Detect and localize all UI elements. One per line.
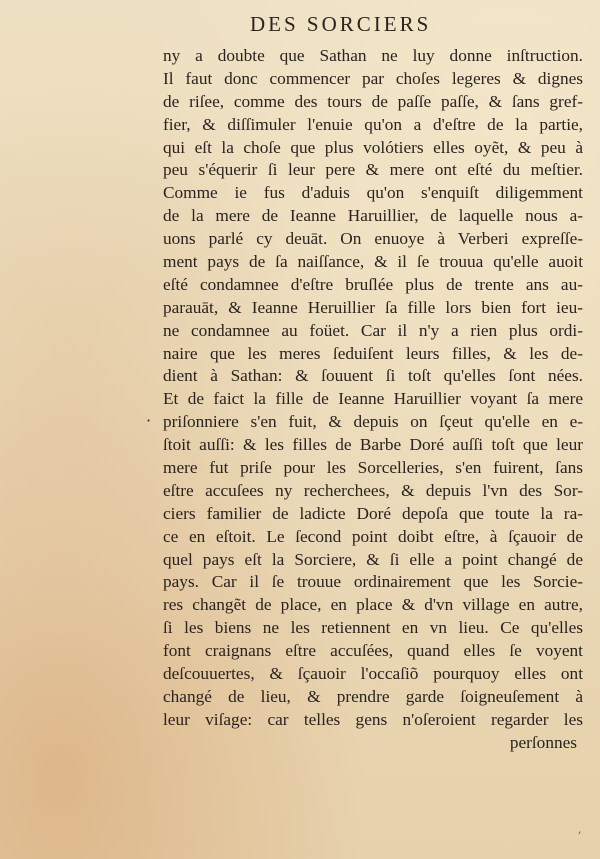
text-line: ce en eſtoit. Le ſecond point doibt eſtre, à ſçauoir de [163, 526, 583, 546]
text-line: eſtre accuſees ny recherchees, & depuis l'vn des Sor- [163, 480, 583, 500]
text-line: eſté condamnee d'eſtre bruſlée plus de trente ans au- [163, 274, 583, 294]
text-line: de la mere de Ieanne Haruillier, de laquelle nous a- [163, 206, 583, 226]
catchword: perſonnes [509, 732, 577, 752]
text-line: ciers familier de ladicte Doré depoſa que toute la ra- [163, 503, 583, 523]
text-line: ne condamnee au foüet. Car il n'y a rien plus ordi- [163, 320, 583, 340]
text-line: ſi les biens ne les retiennent en vn lieu. Ce qu'elles [163, 618, 583, 638]
text-line: parauāt, & Ieanne Heruillier ſa fille lors bien fort ieu- [163, 297, 583, 317]
text-line: naire que les meres ſeduiſent leurs filles, & les de- [163, 343, 583, 363]
text-line: de riſee, comme des tours de paſſe paſſe, & ſans gref- [163, 91, 583, 111]
text-line: font craignans eſtre accuſées, quand elles ſe voyent [163, 641, 583, 661]
text-line: Il faut donc commencer par choſes legeres & dignes [163, 68, 583, 88]
text-line: Comme ie fus d'aduis qu'on s'enquiſt diligemment [163, 183, 583, 203]
text-line: pays. Car il ſe trouue ordinairement que les Sorcie- [163, 572, 583, 592]
text-line: mere fut priſe pour les Sorcelleries, s'en fuirent, ſans [163, 458, 583, 478]
running-head: DES SORCIERS [250, 12, 432, 36]
text-line: dient à Sathan: & ſouuent ſi toſt qu'elles ſont nées. [163, 366, 583, 386]
text-line: quel pays eſt la Sorciere, & ſi elle a point changé de [163, 549, 583, 569]
text-line: ment pays de ſa naiſſance, & il ſe trouua qu'elle auoit [163, 252, 583, 272]
body-text [163, 45, 583, 755]
text-line: uons parlé cy deuāt. On enuoye à Verberi expreſſe- [163, 229, 583, 249]
text-line: fier, & diſſimuler l'enuie qu'on a d'eſtre de la partie, [163, 114, 583, 134]
text-line: ſtoit auſſi: & les filles de Barbe Doré auſſi toſt que leur [163, 435, 583, 455]
margin-mark: , [578, 823, 582, 836]
text-line: ny a doubte que Sathan ne luy donne inſtruction. [163, 46, 583, 65]
margin-mark: · [146, 411, 152, 430]
text-line: priſonniere s'en fuit, & depuis on ſçeut qu'elle en e- [163, 412, 583, 432]
text-line: changé de lieu, & prendre garde ſoigneuſement à [163, 686, 583, 706]
text-line: res changẽt de place, en place & d'vn village en autre, [163, 595, 583, 615]
text-line: leur viſage: car telles gens n'oſeroient regarder les [163, 709, 583, 729]
text-line: qui eſt la choſe que plus volótiers elles oyẽt, & peu à [163, 137, 583, 157]
text-line: Et de faict la fille de Ieanne Haruillier voyant ſa mere [163, 389, 583, 409]
text-line: peu s'équerir ſi leur pere & mere ont eſté du meſtier. [163, 160, 583, 180]
text-line: deſcouuertes, & ſçauoir l'occaſiõ pourquoy elles ont [163, 664, 583, 684]
